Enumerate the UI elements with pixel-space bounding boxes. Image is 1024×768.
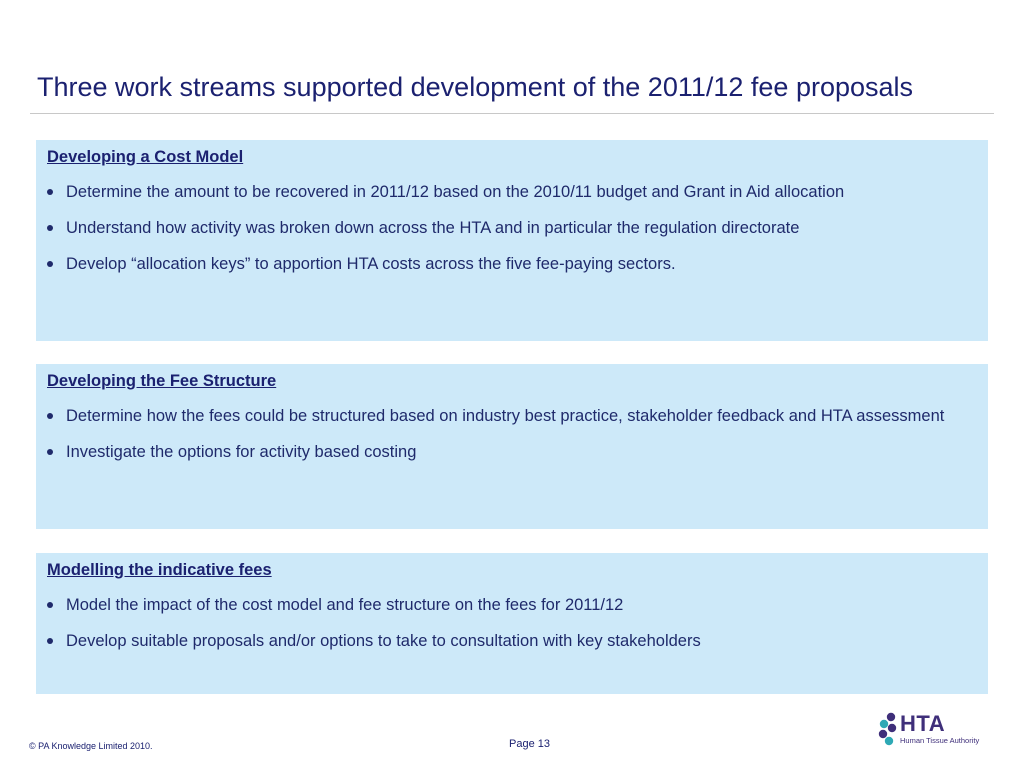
bullet-item [47, 180, 976, 204]
bullet-list [47, 180, 976, 276]
bullet-list [47, 593, 976, 653]
slide-title: Three work streams supported development of the 2011/12 fee proposals [37, 72, 914, 102]
bullet-text: Model the impact of the cost model and fee structure on the fees for 2011/12 [66, 596, 624, 614]
bullet-text: Investigate the options for activity based costing [66, 443, 417, 461]
title-divider [30, 113, 994, 114]
workstream-panel-indicative-fees [36, 553, 988, 694]
workstream-panel-cost-model [36, 140, 988, 341]
bullet-item [47, 440, 976, 464]
bullet-item [47, 252, 976, 276]
bullet-icon [47, 189, 53, 195]
hta-logo-mark-icon [876, 712, 900, 746]
bullet-text: Determine the amount to be recovered in 2011/12 based on the 2010/11 budget and Grant in Aid allocation [66, 183, 845, 201]
bullet-item [47, 593, 976, 617]
bullet-icon [47, 225, 53, 231]
bullet-text: Determine how the fees could be structured based on industry best practice, stakeholder feedback and HTA assessment [66, 407, 945, 425]
bullet-text: Develop “allocation keys” to apportion HTA costs across the five fee-paying sectors. [66, 255, 676, 273]
bullet-item [47, 629, 976, 653]
logo-subtitle: Human Tissue Authority [900, 736, 980, 745]
bullet-list [47, 404, 976, 464]
bullet-item [47, 216, 976, 240]
bullet-item [47, 404, 976, 428]
workstream-panel-fee-structure [36, 364, 988, 529]
bullet-icon [47, 602, 53, 608]
bullet-icon [47, 413, 53, 419]
logo-wordmark: HTA [900, 711, 946, 736]
page-number: Page 13 [509, 738, 550, 750]
hta-logo [876, 712, 986, 748]
bullet-text: Understand how activity was broken down across the HTA and in particular the regulation directorate [66, 219, 800, 237]
bullet-icon [47, 638, 53, 644]
bullet-text: Develop suitable proposals and/or options to take to consultation with key stakeholders [66, 632, 701, 650]
workstream-heading: Modelling the indicative fees [47, 561, 272, 579]
bullet-icon [47, 261, 53, 267]
workstream-heading: Developing the Fee Structure [47, 372, 277, 390]
workstream-heading: Developing a Cost Model [47, 148, 244, 166]
copyright-notice: © PA Knowledge Limited 2010. [29, 741, 153, 751]
bullet-icon [47, 449, 53, 455]
